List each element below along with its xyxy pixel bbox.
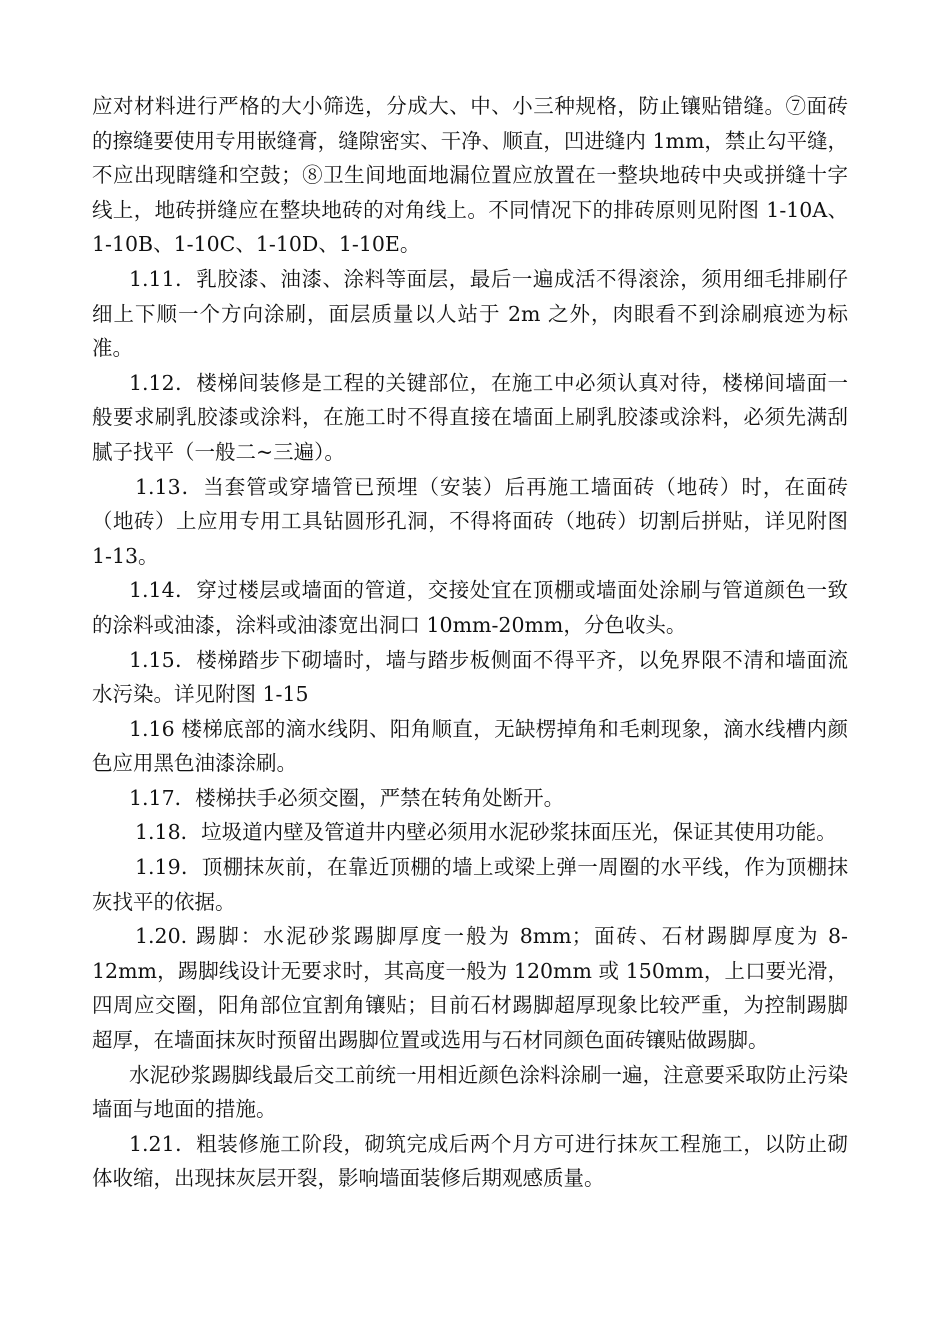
paragraph-1-21: 1.21．粗装修施工阶段，砌筑完成后两个月方可进行抹灰工程施工，以防止砌体收缩，出现抹灰层开裂，影响墙面装修后期观感质量。 (92, 1131, 848, 1191)
paragraph-skirting-note: 水泥砂浆踢脚线最后交工前统一用相近颜色涂料涂刷一遍，注意要采取防止污染墙面与地面的措施。 (92, 1062, 848, 1122)
paragraph-1-14: 1.14．穿过楼层或墙面的管道，交接处宜在顶棚或墙面处涂刷与管道颜色一致的涂料或油漆，涂料或油漆宽出洞口 10mm-20mm，分色收头。 (92, 578, 848, 637)
paragraph-1-19: 1.19．顶棚抹灰前，在靠近顶棚的墙上或梁上弹一周圈的水平线，作为顶棚抹灰找平的依据。 (92, 855, 848, 914)
paragraph-1-15: 1.15．楼梯踏步下砌墙时，墙与踏步板侧面不得平齐，以免界限不清和墙面流水污染。详见附图 1-15 (92, 647, 848, 707)
paragraph-1-16: 1.16 楼梯底部的滴水线阴、阳角顺直，无缺楞掉角和毛刺现象，滴水线槽内颜色应用黑色油漆涂刷。 (92, 716, 848, 776)
paragraph-1-12: 1.12．楼梯间装修是工程的关键部位，在施工中必须认真对待，楼梯间墙面一般要求刷乳胶漆或涂料，在施工时不得直接在墙面上刷乳胶漆或涂料，必须先满刮腻子找平（一般二~三遍）。 (92, 370, 848, 464)
paragraph-tile-layout: 应对材料进行严格的大小筛选，分成大、中、小三种规格，防止镶贴错缝。⑦面砖的擦缝要使用专用嵌缝膏，缝隙密实、干净、顺直，凹进缝内 1mm，禁止勾平缝，不应出现瞎缝和空鼓；⑧卫生间地面地漏位置应放置在一整块地砖中央或拼缝十字线上，地砖拼缝应在整块地砖的对角线上。不同情况下的排砖原则见附图 1-10A、1-10B、1-10C、1-10D、1-10E。 (92, 94, 848, 257)
paragraph-1-13: 1.13．当套管或穿墙管已预埋（安装）后再施工墙面砖（地砖）时，在面砖（地砖）上应用专用工具钻圆形孔洞，不得将面砖（地砖）切割后拼贴，详见附图 1-13。 (92, 474, 848, 568)
paragraph-1-18: 1.18．垃圾道内壁及管道井内壁必须用水泥砂浆抹面压光，保证其使用功能。 (135, 820, 837, 845)
paragraph-1-17: 1.17．楼梯扶手必须交圈，严禁在转角处断开。 (129, 785, 565, 810)
document-page (92, 89, 848, 1196)
paragraph-1-20: 1.20. 踢脚：水泥砂浆踢脚厚度一般为 8mm；面砖、石材踢脚厚度为 8-12mm，踢脚线设计无要求时，其高度一般为 120mm 或 150mm，上口要光滑，四周应交圈，阳角部位宜割角镶贴；目前石材踢脚超厚现象比较严重，为控制踢脚超厚，在墙面抹灰时预留出踢脚位置或选用与石材同颜色面砖镶贴做踢脚。 (92, 924, 848, 1053)
paragraph-1-11: 1.11．乳胶漆、油漆、涂料等面层，最后一遍成活不得滚涂，须用细毛排刷仔细上下顺一个方向涂刷，面层质量以人站于 2m 之外，肉眼看不到涂刷痕迹为标准。 (92, 266, 848, 361)
